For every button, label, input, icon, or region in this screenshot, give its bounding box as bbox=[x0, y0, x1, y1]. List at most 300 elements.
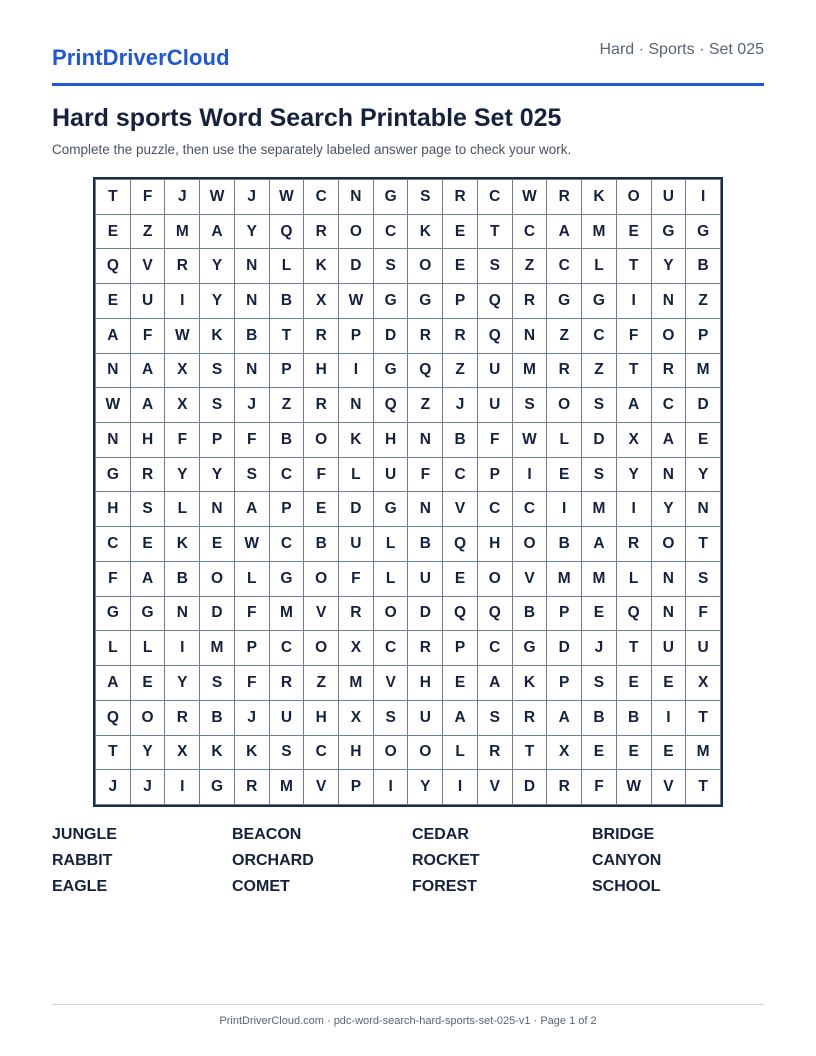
grid-cell: P bbox=[339, 318, 374, 353]
grid-cell: S bbox=[582, 666, 617, 701]
grid-cell: O bbox=[304, 423, 339, 458]
grid-cell: D bbox=[686, 388, 721, 423]
grid-cell: I bbox=[165, 770, 200, 805]
grid-cell: R bbox=[304, 214, 339, 249]
grid-cell: N bbox=[651, 284, 686, 319]
grid-cell: F bbox=[616, 318, 651, 353]
grid-cell: C bbox=[443, 457, 478, 492]
grid-cell: O bbox=[651, 527, 686, 562]
grid-cell: U bbox=[651, 180, 686, 215]
grid-cell: R bbox=[512, 284, 547, 319]
grid-cell: E bbox=[582, 596, 617, 631]
grid-cell: E bbox=[616, 666, 651, 701]
grid-cell: B bbox=[582, 700, 617, 735]
grid-cell: R bbox=[304, 388, 339, 423]
grid-cell: D bbox=[512, 770, 547, 805]
grid-cell: M bbox=[269, 770, 304, 805]
grid-cell: S bbox=[234, 457, 269, 492]
grid-cell: S bbox=[200, 666, 235, 701]
grid-cell: S bbox=[686, 561, 721, 596]
grid-cell: E bbox=[443, 561, 478, 596]
grid-cell: P bbox=[200, 423, 235, 458]
word-item: BEACON bbox=[232, 826, 302, 843]
grid-cell: G bbox=[96, 596, 131, 631]
grid-cell: L bbox=[96, 631, 131, 666]
grid-cell: W bbox=[269, 180, 304, 215]
grid-row bbox=[96, 666, 721, 701]
word-item: EAGLE bbox=[52, 878, 108, 895]
grid-cell: Z bbox=[304, 666, 339, 701]
letter-table bbox=[95, 179, 721, 805]
grid-cell: W bbox=[200, 180, 235, 215]
grid-cell: F bbox=[234, 666, 269, 701]
word-item: CEDAR bbox=[412, 826, 469, 843]
grid-cell: M bbox=[582, 492, 617, 527]
grid-cell: U bbox=[651, 631, 686, 666]
word-item: RABBIT bbox=[52, 852, 113, 869]
grid-cell: N bbox=[165, 596, 200, 631]
grid-cell: T bbox=[686, 700, 721, 735]
grid-cell: H bbox=[96, 492, 131, 527]
grid-cell: L bbox=[616, 561, 651, 596]
grid-cell: I bbox=[547, 492, 582, 527]
grid-cell: C bbox=[96, 527, 131, 562]
word-item: FOREST bbox=[412, 878, 477, 895]
grid-cell: O bbox=[304, 631, 339, 666]
grid-row bbox=[96, 388, 721, 423]
set-tagline: Hard · Sports · Set 025 bbox=[599, 41, 764, 58]
grid-cell: L bbox=[373, 561, 408, 596]
grid-cell: R bbox=[304, 318, 339, 353]
grid-cell: V bbox=[512, 561, 547, 596]
grid-cell: H bbox=[130, 423, 165, 458]
grid-cell: T bbox=[616, 249, 651, 284]
grid-cell: N bbox=[200, 492, 235, 527]
grid-cell: E bbox=[443, 214, 478, 249]
grid-cell: D bbox=[408, 596, 443, 631]
grid-cell: F bbox=[96, 561, 131, 596]
grid-cell: P bbox=[269, 492, 304, 527]
grid-cell: S bbox=[477, 700, 512, 735]
grid-cell: T bbox=[686, 770, 721, 805]
grid-cell: X bbox=[686, 666, 721, 701]
grid-cell: C bbox=[269, 631, 304, 666]
grid-cell: Q bbox=[443, 596, 478, 631]
grid-cell: A bbox=[96, 318, 131, 353]
grid-cell: U bbox=[269, 700, 304, 735]
grid-cell: O bbox=[477, 561, 512, 596]
grid-cell: U bbox=[130, 284, 165, 319]
grid-cell: Z bbox=[512, 249, 547, 284]
grid-cell: Q bbox=[269, 214, 304, 249]
grid-cell: A bbox=[130, 561, 165, 596]
grid-cell: Y bbox=[651, 249, 686, 284]
grid-row bbox=[96, 284, 721, 319]
grid-cell: R bbox=[547, 770, 582, 805]
grid-cell: A bbox=[616, 388, 651, 423]
grid-cell: C bbox=[477, 492, 512, 527]
grid-cell: N bbox=[339, 180, 374, 215]
grid-cell: P bbox=[443, 631, 478, 666]
grid-cell: A bbox=[130, 388, 165, 423]
grid-cell: I bbox=[686, 180, 721, 215]
grid-cell: M bbox=[686, 353, 721, 388]
grid-cell: A bbox=[547, 214, 582, 249]
grid-cell: B bbox=[200, 700, 235, 735]
grid-cell: E bbox=[443, 666, 478, 701]
grid-cell: G bbox=[408, 284, 443, 319]
grid-cell: O bbox=[547, 388, 582, 423]
grid-cell: I bbox=[373, 770, 408, 805]
grid-cell: Q bbox=[477, 318, 512, 353]
grid-cell: I bbox=[339, 353, 374, 388]
grid-row bbox=[96, 353, 721, 388]
grid-cell: S bbox=[408, 180, 443, 215]
grid-cell: J bbox=[234, 388, 269, 423]
header-divider bbox=[52, 83, 764, 86]
grid-cell: J bbox=[234, 700, 269, 735]
grid-cell: O bbox=[408, 735, 443, 770]
grid-cell: I bbox=[443, 770, 478, 805]
grid-cell: G bbox=[96, 457, 131, 492]
grid-row bbox=[96, 423, 721, 458]
grid-row bbox=[96, 631, 721, 666]
grid-row bbox=[96, 180, 721, 215]
grid-cell: S bbox=[477, 249, 512, 284]
grid-cell: P bbox=[339, 770, 374, 805]
grid-cell: K bbox=[304, 249, 339, 284]
grid-cell: L bbox=[269, 249, 304, 284]
grid-cell: U bbox=[686, 631, 721, 666]
grid-cell: Z bbox=[686, 284, 721, 319]
grid-row bbox=[96, 318, 721, 353]
grid-cell: J bbox=[582, 631, 617, 666]
grid-cell: S bbox=[373, 249, 408, 284]
word-item: COMET bbox=[232, 878, 290, 895]
grid-cell: K bbox=[234, 735, 269, 770]
grid-cell: L bbox=[130, 631, 165, 666]
grid-cell: Y bbox=[234, 214, 269, 249]
grid-cell: A bbox=[200, 214, 235, 249]
grid-cell: R bbox=[616, 527, 651, 562]
grid-cell: X bbox=[339, 700, 374, 735]
grid-cell: E bbox=[96, 284, 131, 319]
grid-cell: G bbox=[373, 180, 408, 215]
grid-cell: Q bbox=[373, 388, 408, 423]
grid-cell: M bbox=[512, 353, 547, 388]
grid-cell: Y bbox=[165, 457, 200, 492]
grid-cell: T bbox=[686, 527, 721, 562]
grid-cell: Z bbox=[582, 353, 617, 388]
grid-cell: E bbox=[616, 735, 651, 770]
grid-cell: P bbox=[686, 318, 721, 353]
grid-cell: C bbox=[477, 180, 512, 215]
word-item: CANYON bbox=[592, 852, 662, 869]
grid-cell: D bbox=[339, 492, 374, 527]
grid-cell: K bbox=[200, 318, 235, 353]
grid-cell: N bbox=[408, 423, 443, 458]
grid-cell: A bbox=[477, 666, 512, 701]
grid-cell: L bbox=[582, 249, 617, 284]
grid-cell: M bbox=[582, 214, 617, 249]
grid-cell: V bbox=[130, 249, 165, 284]
grid-cell: L bbox=[373, 527, 408, 562]
grid-cell: B bbox=[616, 700, 651, 735]
grid-cell: W bbox=[96, 388, 131, 423]
grid-cell: D bbox=[339, 249, 374, 284]
grid-cell: O bbox=[304, 561, 339, 596]
page-title: Hard sports Word Search Printable Set 025 bbox=[52, 104, 562, 132]
word-column bbox=[412, 826, 592, 904]
grid-cell: M bbox=[165, 214, 200, 249]
grid-cell: X bbox=[304, 284, 339, 319]
grid-cell: Y bbox=[200, 249, 235, 284]
grid-cell: R bbox=[651, 353, 686, 388]
grid-cell: N bbox=[234, 353, 269, 388]
grid-cell: T bbox=[96, 735, 131, 770]
grid-cell: B bbox=[512, 596, 547, 631]
grid-cell: A bbox=[582, 527, 617, 562]
grid-cell: M bbox=[582, 561, 617, 596]
grid-cell: H bbox=[304, 700, 339, 735]
grid-cell: X bbox=[616, 423, 651, 458]
grid-cell: H bbox=[304, 353, 339, 388]
grid-cell: H bbox=[408, 666, 443, 701]
grid-cell: F bbox=[408, 457, 443, 492]
grid-cell: R bbox=[443, 180, 478, 215]
grid-cell: F bbox=[477, 423, 512, 458]
grid-cell: N bbox=[651, 596, 686, 631]
grid-cell: K bbox=[339, 423, 374, 458]
grid-cell: N bbox=[96, 423, 131, 458]
grid-cell: N bbox=[339, 388, 374, 423]
grid-cell: F bbox=[234, 423, 269, 458]
grid-cell: B bbox=[408, 527, 443, 562]
grid-cell: Q bbox=[443, 527, 478, 562]
grid-cell: X bbox=[165, 735, 200, 770]
grid-cell: D bbox=[200, 596, 235, 631]
grid-cell: R bbox=[130, 457, 165, 492]
grid-cell: B bbox=[269, 284, 304, 319]
grid-row bbox=[96, 492, 721, 527]
grid-cell: N bbox=[234, 284, 269, 319]
grid-cell: Z bbox=[443, 353, 478, 388]
grid-cell: Q bbox=[408, 353, 443, 388]
page-header bbox=[52, 38, 764, 86]
grid-cell: E bbox=[547, 457, 582, 492]
grid-cell: U bbox=[408, 700, 443, 735]
grid-cell: Y bbox=[408, 770, 443, 805]
grid-row bbox=[96, 527, 721, 562]
grid-cell: R bbox=[547, 180, 582, 215]
grid-cell: P bbox=[234, 631, 269, 666]
grid-cell: Q bbox=[616, 596, 651, 631]
grid-cell: Y bbox=[616, 457, 651, 492]
grid-cell: R bbox=[165, 249, 200, 284]
grid-cell: W bbox=[165, 318, 200, 353]
grid-cell: T bbox=[477, 214, 512, 249]
grid-cell: M bbox=[269, 596, 304, 631]
grid-cell: W bbox=[512, 180, 547, 215]
grid-cell: Z bbox=[130, 214, 165, 249]
grid-cell: P bbox=[443, 284, 478, 319]
grid-cell: I bbox=[165, 284, 200, 319]
grid-cell: F bbox=[165, 423, 200, 458]
grid-cell: B bbox=[443, 423, 478, 458]
grid-cell: U bbox=[477, 388, 512, 423]
grid-cell: G bbox=[582, 284, 617, 319]
grid-cell: R bbox=[443, 318, 478, 353]
grid-cell: C bbox=[373, 631, 408, 666]
grid-cell: F bbox=[582, 770, 617, 805]
grid-cell: I bbox=[651, 700, 686, 735]
grid-row bbox=[96, 735, 721, 770]
grid-cell: R bbox=[269, 666, 304, 701]
grid-cell: H bbox=[477, 527, 512, 562]
grid-cell: C bbox=[304, 180, 339, 215]
grid-cell: K bbox=[200, 735, 235, 770]
grid-cell: G bbox=[269, 561, 304, 596]
grid-cell: S bbox=[512, 388, 547, 423]
grid-cell: N bbox=[651, 457, 686, 492]
grid-row bbox=[96, 700, 721, 735]
grid-cell: E bbox=[651, 666, 686, 701]
grid-cell: W bbox=[234, 527, 269, 562]
grid-cell: F bbox=[130, 180, 165, 215]
grid-cell: U bbox=[408, 561, 443, 596]
grid-cell: Y bbox=[686, 457, 721, 492]
grid-cell: M bbox=[547, 561, 582, 596]
grid-cell: C bbox=[373, 214, 408, 249]
grid-cell: M bbox=[339, 666, 374, 701]
grid-cell: Q bbox=[477, 596, 512, 631]
grid-cell: B bbox=[165, 561, 200, 596]
grid-cell: E bbox=[443, 249, 478, 284]
grid-cell: A bbox=[651, 423, 686, 458]
grid-cell: F bbox=[686, 596, 721, 631]
grid-cell: Y bbox=[651, 492, 686, 527]
grid-cell: P bbox=[269, 353, 304, 388]
grid-cell: I bbox=[616, 492, 651, 527]
grid-cell: J bbox=[96, 770, 131, 805]
grid-cell: T bbox=[96, 180, 131, 215]
grid-cell: V bbox=[304, 596, 339, 631]
grid-cell: J bbox=[165, 180, 200, 215]
grid-cell: V bbox=[477, 770, 512, 805]
grid-cell: O bbox=[339, 214, 374, 249]
grid-cell: L bbox=[443, 735, 478, 770]
grid-cell: U bbox=[477, 353, 512, 388]
grid-cell: Y bbox=[165, 666, 200, 701]
grid-cell: R bbox=[339, 596, 374, 631]
grid-cell: E bbox=[130, 666, 165, 701]
grid-cell: I bbox=[616, 284, 651, 319]
grid-cell: E bbox=[651, 735, 686, 770]
grid-cell: L bbox=[165, 492, 200, 527]
grid-cell: L bbox=[339, 457, 374, 492]
grid-cell: R bbox=[547, 353, 582, 388]
grid-cell: H bbox=[339, 735, 374, 770]
brand-logo[interactable]: PrintDriverCloud bbox=[52, 45, 230, 70]
grid-cell: E bbox=[616, 214, 651, 249]
grid-cell: Z bbox=[269, 388, 304, 423]
grid-cell: U bbox=[339, 527, 374, 562]
grid-cell: G bbox=[547, 284, 582, 319]
grid-cell: O bbox=[200, 561, 235, 596]
grid-cell: K bbox=[512, 666, 547, 701]
grid-cell: J bbox=[443, 388, 478, 423]
grid-cell: E bbox=[686, 423, 721, 458]
grid-cell: D bbox=[373, 318, 408, 353]
grid-row bbox=[96, 770, 721, 805]
grid-cell: C bbox=[547, 249, 582, 284]
grid-cell: F bbox=[339, 561, 374, 596]
grid-cell: O bbox=[373, 735, 408, 770]
word-item: SCHOOL bbox=[592, 878, 661, 895]
grid-row bbox=[96, 457, 721, 492]
grid-cell: A bbox=[443, 700, 478, 735]
grid-cell: A bbox=[96, 666, 131, 701]
word-column bbox=[232, 826, 412, 904]
grid-cell: N bbox=[96, 353, 131, 388]
grid-cell: O bbox=[512, 527, 547, 562]
grid-cell: P bbox=[477, 457, 512, 492]
page-subtitle: Complete the puzzle, then use the separately labeled answer page to check your work. bbox=[52, 142, 572, 157]
grid-cell: G bbox=[373, 353, 408, 388]
grid-cell: Q bbox=[96, 249, 131, 284]
word-item: ORCHARD bbox=[232, 852, 314, 869]
grid-cell: R bbox=[512, 700, 547, 735]
grid-cell: C bbox=[304, 735, 339, 770]
grid-cell: D bbox=[547, 631, 582, 666]
grid-cell: B bbox=[547, 527, 582, 562]
grid-cell: E bbox=[96, 214, 131, 249]
grid-cell: Z bbox=[547, 318, 582, 353]
grid-cell: S bbox=[200, 353, 235, 388]
grid-cell: E bbox=[200, 527, 235, 562]
grid-cell: T bbox=[269, 318, 304, 353]
grid-cell: X bbox=[165, 388, 200, 423]
grid-cell: R bbox=[234, 770, 269, 805]
grid-cell: A bbox=[130, 353, 165, 388]
grid-cell: G bbox=[373, 284, 408, 319]
grid-cell: S bbox=[130, 492, 165, 527]
grid-cell: O bbox=[373, 596, 408, 631]
grid-cell: G bbox=[512, 631, 547, 666]
grid-cell: R bbox=[408, 631, 443, 666]
page-footer: PrintDriverCloud.com · pdc-word-search-hard-sports-set-025-v1 · Page 1 of 2 bbox=[219, 1015, 597, 1027]
grid-cell: T bbox=[616, 353, 651, 388]
grid-cell: S bbox=[269, 735, 304, 770]
grid-cell: T bbox=[616, 631, 651, 666]
grid-cell: R bbox=[408, 318, 443, 353]
grid-cell: Y bbox=[130, 735, 165, 770]
grid-cell: I bbox=[512, 457, 547, 492]
grid-cell: F bbox=[234, 596, 269, 631]
grid-cell: I bbox=[165, 631, 200, 666]
grid-cell: S bbox=[582, 457, 617, 492]
grid-cell: A bbox=[234, 492, 269, 527]
grid-cell: E bbox=[304, 492, 339, 527]
footer-divider bbox=[52, 1004, 764, 1005]
grid-cell: A bbox=[547, 700, 582, 735]
grid-cell: N bbox=[408, 492, 443, 527]
grid-cell: J bbox=[234, 180, 269, 215]
grid-cell: P bbox=[547, 666, 582, 701]
grid-cell: U bbox=[373, 457, 408, 492]
grid-cell: O bbox=[130, 700, 165, 735]
grid-cell: M bbox=[200, 631, 235, 666]
